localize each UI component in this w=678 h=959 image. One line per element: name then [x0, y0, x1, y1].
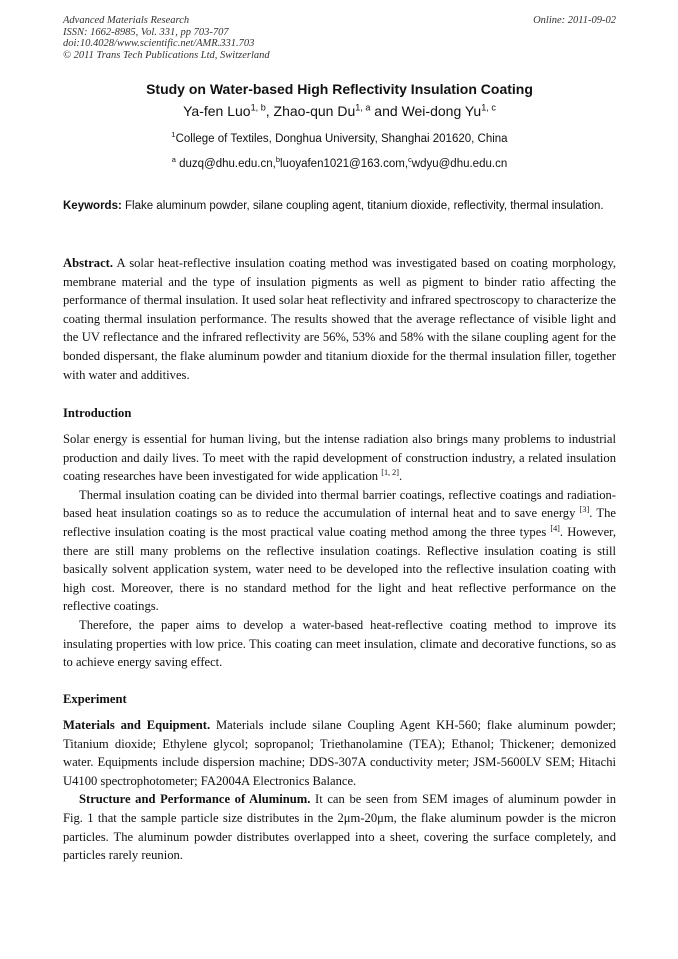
- keywords-text: Flake aluminum powder, silane coupling agent, titanium dioxide, reflectivity, thermal insulation.: [121, 200, 604, 212]
- paragraph-text: Solar energy is essential for human living, but the intense radiation also brings many problems to industrial production and daily lives. To meet with the rapid development of construction industry, a related insulation coating researches have been investigated for wide application: [63, 432, 616, 484]
- author-superscript: 1, a: [355, 102, 371, 113]
- paragraph: [63, 790, 616, 864]
- subsection-label: Materials and Equipment.: [63, 718, 211, 732]
- author-separator: ,: [265, 103, 274, 119]
- paragraph-text: Thermal insulation coating can be divided into thermal barrier coatings, reflective coatings and radiation-based heat insulation coatings so as to reduce the accumulation of internal heat and to save energy: [63, 487, 616, 521]
- subsection-label: Structure and Performance of Aluminum.: [79, 792, 311, 807]
- experiment-body: [63, 716, 616, 865]
- issn: ISSN: 1662-8985, Vol. 331, pp 703-707: [63, 26, 229, 38]
- keywords: [63, 197, 616, 215]
- email-superscript: c: [408, 155, 412, 165]
- affiliation-superscript: 1: [171, 130, 176, 140]
- author-name: Wei-dong Yu: [401, 103, 482, 119]
- author-superscript: 1, b: [250, 102, 266, 113]
- email-list: [63, 155, 616, 170]
- paragraph-text: It can be seen from SEM images of aluminum powder in Fig. 1 that the sample particle size distributes in the 2μm-20μm, the flake aluminum powder is the micron particles. The aluminum powder distributes overlapped into a sheet, covering the surface completely, and particles rarely reunion.: [63, 792, 616, 863]
- abstract-label: Abstract.: [63, 256, 114, 270]
- paragraph: [63, 430, 616, 486]
- keywords-label: Keywords:: [63, 200, 122, 212]
- email-superscript: a: [171, 155, 176, 165]
- citation: [4]: [550, 523, 560, 533]
- abstract-text: A solar heat-reflective insulation coating method was investigated based on coating morphology, membrane material and the type of insulation pigments as well as pigment to binder ratio affecting the performance of thermal insulation. It used solar heat reflectivity and infrared spectroscopy to characterize the coating thermal insulation performance. The results showed that the average reflectance of visible light and the UV reflectance and the infrared reflectivity are 56%, 53% and 58% with the silane coupling agent for the bonded dispersant, the flake aluminum powder and titanium dioxide for the thermal insulation filler, together with water and additives.: [63, 256, 616, 382]
- copyright: © 2011 Trans Tech Publications Ltd, Switzerland: [63, 49, 270, 61]
- affiliation: [63, 130, 616, 145]
- section-heading-experiment: Experiment: [63, 692, 127, 706]
- email-link[interactable]: wdyu@dhu.edu.cn: [411, 158, 508, 170]
- paragraph: [63, 716, 616, 790]
- email-link[interactable]: duzq@dhu.edu.cn,: [175, 158, 276, 170]
- online-date: Online: 2011-09-02: [533, 15, 616, 26]
- paragraph-text: Materials include silane Coupling Agent KH-560; flake aluminum powder; Titanium dioxide; Ethylene glycol; sopropanol; Triethanolamine (TEA); Ethanol; Thickener; demonized water. Equipments include dispersion machine; DDS-307A conductivity meter; JSM-5600LV SEM; Hitachi U4100 spectrophotometer; FA2004A Electronics Balance.: [63, 718, 616, 788]
- citation: [3]: [579, 505, 590, 515]
- paper-title: Study on Water-based High Reflectivity Insulation Coating: [146, 81, 533, 97]
- paragraph-text: . However, there are still many problems on the reflective insulation coatings. Reflective insulation coating is still basically solvent application system, water need to be developed into the reflective insulation coating with high cost. Moreover, there is no standard method for the light and heat reflective performance on the reflective coatings.: [63, 524, 616, 614]
- journal-name: Advanced Materials Research: [63, 15, 190, 26]
- section-heading-introduction: Introduction: [63, 406, 132, 420]
- author-separator: and: [370, 103, 402, 119]
- affiliation-text: College of Textiles, Donghua University, Shanghai 201620, China: [175, 133, 508, 145]
- paragraph: Therefore, the paper aims to develop a water-based heat-reflective coating method to improve its insulating properties with low price. This coating can meet insulation, climate and decorative functions, so as to achieve energy saving effect.: [63, 617, 616, 670]
- abstract: [63, 254, 616, 384]
- email-superscript: b: [275, 155, 280, 165]
- introduction-body: [63, 430, 616, 672]
- email-link[interactable]: luoyafen1021@163.com,: [280, 158, 409, 170]
- author-list: [63, 103, 616, 119]
- paragraph: [63, 486, 616, 616]
- author-name: Zhao-qun Du: [273, 103, 356, 119]
- citation: [1, 2]: [381, 468, 399, 477]
- author-superscript: 1, c: [481, 102, 496, 113]
- journal-header: [63, 15, 616, 61]
- paragraph-text: .: [398, 469, 403, 484]
- doi: doi:10.4028/www.scientific.net/AMR.331.703: [63, 38, 255, 49]
- paragraph-text: . The reflective insulation coating is the most practical value coating method among the three types: [63, 506, 617, 539]
- author-name: Ya-fen Luo: [183, 103, 251, 119]
